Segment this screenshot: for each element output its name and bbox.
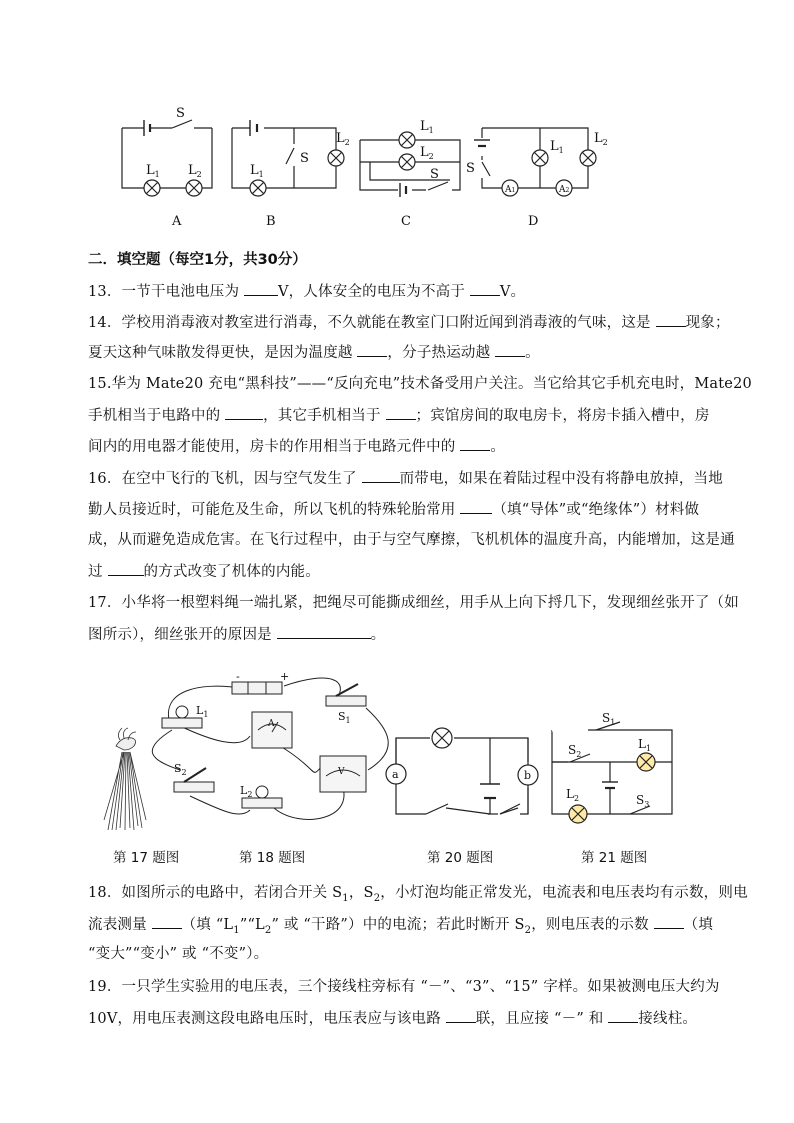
- label-a-l1: $L_1$: [146, 163, 160, 179]
- fig21-circuit: [552, 722, 672, 823]
- caption-fig18: 第 18 题图: [239, 850, 306, 866]
- circuit-b: [232, 118, 344, 196]
- answer-blank[interactable]: [654, 914, 684, 929]
- section-title: 二．填空题（每空1分，共30分）: [88, 252, 307, 268]
- option-d: D: [528, 214, 539, 229]
- label-b-l2: $L_2$: [336, 131, 350, 147]
- question-19-line2: 10V，用电压表测这段电路电压时，电压表应与该电路 联，且应接 “－” 和 接线柱。: [88, 1008, 697, 1029]
- fig21-s1: $S_1$: [602, 711, 616, 727]
- label-c-l2: $L_2$: [420, 145, 434, 161]
- option-b: B: [266, 214, 276, 229]
- question-19-line1: 19．一只学生实验用的电压表，三个接线柱旁标有 “－”、“3”、“15” 字样。如果被测电压大约为: [88, 979, 720, 995]
- label-c-l1: $L_1$: [420, 119, 434, 135]
- label-d-s: S: [466, 161, 475, 176]
- question-13: 13．一节干电池电压为 V，人体安全的电压为不高于 V。: [88, 281, 525, 302]
- answer-blank[interactable]: [244, 281, 278, 296]
- question-18-line3: “变大”“变小” 或 “不变”）。: [88, 946, 269, 962]
- fig18-s2: $S_2$: [174, 762, 187, 777]
- circuit-c: [360, 132, 460, 198]
- option-c: C: [401, 214, 411, 229]
- label-b-l1: $L_1$: [250, 163, 264, 179]
- question-15-line2: 手机相当于电路中的 ，其它手机相当于 ；宾馆房间的取电房卡，将房卡插入槽中，房: [88, 405, 710, 426]
- label-b-s: S: [300, 151, 309, 166]
- fig18-real-circuit: [152, 678, 388, 819]
- label-a-l2: $L_2$: [188, 163, 202, 179]
- fig18-ammeter: A: [268, 719, 275, 729]
- answer-blank[interactable]: [152, 914, 182, 929]
- label-d-a2: A2: [559, 185, 570, 195]
- question-18-line1: 18．如图所示的电路中，若闭合开关 $S_1$，$S_2$，小灯泡均能正常发光，电流表和电压表均有示数，则电: [88, 885, 748, 904]
- question-18-line2: 流表测量 （填 “$L_1”“L_2$” 或 “干路”）中的电流；若此时断开 $S_2$，则电压表的示数 （填: [88, 914, 713, 941]
- label-d-l2: $L_2$: [594, 131, 608, 147]
- answer-blank[interactable]: [460, 499, 492, 514]
- answer-blank[interactable]: [108, 561, 144, 576]
- question-14-line1: 14．学校用消毒液对教室进行消毒，不久就能在教室门口附近闻到消毒液的气味，这是 现象；: [88, 312, 730, 333]
- top-circuit-figure: [110, 100, 630, 235]
- fig20-meter-a: a: [392, 768, 399, 781]
- question-16-line1: 16．在空中飞行的飞机，因与空气发生了 而带电，如果在着陆过程中没有将静电放掉，当地: [88, 468, 723, 489]
- question-15-line1: 15.华为 Mate20 充电“黑科技”——“反向充电”技术备受用户关注。当它给其它手机充电时，Mate20: [88, 376, 752, 392]
- fig18-l1: $L_1$: [196, 704, 209, 719]
- caption-fig21: 第 21 题图: [581, 850, 648, 866]
- fig21-s3: $S_3$: [636, 793, 650, 809]
- fig21-l2: $L_2$: [566, 787, 580, 803]
- question-17-line1: 17．小华将一根塑料绳一端扎紧，把绳尽可能撕成细丝，用手从上向下捋几下，发现细丝张开了（如: [88, 595, 739, 611]
- question-15-line3: 间内的用电器才能使用，房卡的作用相当于电路元件中的 。: [88, 436, 505, 457]
- fig21-s2: $S_2$: [568, 743, 582, 759]
- label-d-l1: $L_1$: [550, 139, 564, 155]
- answer-blank[interactable]: [362, 468, 400, 483]
- answer-blank[interactable]: [495, 342, 525, 357]
- fig20-circuit: [386, 728, 538, 814]
- label-c-s: S: [430, 167, 439, 182]
- fig18-plus: +: [280, 670, 290, 683]
- circuit-a: [122, 120, 212, 196]
- question-14-line2: 夏天这种气味散发得更快，是因为温度越 ，分子热运动越 。: [88, 342, 540, 363]
- answer-blank[interactable]: [460, 436, 490, 451]
- figures-17-21: [100, 660, 690, 840]
- fig18-minus: -: [236, 670, 240, 683]
- answer-blank[interactable]: [446, 1008, 476, 1023]
- answer-blank[interactable]: [470, 281, 500, 296]
- answer-blank[interactable]: [277, 624, 371, 639]
- label-a-s: S: [176, 106, 185, 121]
- question-16-line4: 过 的方式改变了机体的内能。: [88, 561, 320, 582]
- label-d-a1: A1: [505, 185, 516, 195]
- caption-fig17: 第 17 题图: [113, 850, 180, 866]
- answer-blank[interactable]: [386, 405, 416, 420]
- answer-blank[interactable]: [225, 405, 263, 420]
- fig18-s1: $S_1$: [338, 710, 351, 725]
- fig20-meter-b: b: [524, 769, 532, 782]
- option-a: A: [172, 214, 182, 229]
- question-16-line3: 成，从而避免造成危害。在飞行过程中，由于与空气摩擦，飞机机体的温度升高，内能增加，这是通: [88, 532, 735, 548]
- caption-fig20: 第 20 题图: [427, 850, 494, 866]
- answer-blank[interactable]: [608, 1008, 638, 1023]
- question-17-line2: 图所示），细丝张开的原因是 。: [88, 624, 385, 645]
- answer-blank[interactable]: [357, 342, 387, 357]
- fig18-voltmeter: V: [338, 767, 345, 777]
- fig18-l2: $L_2$: [240, 784, 253, 799]
- fig21-l1: $L_1$: [638, 737, 652, 753]
- fig17-plastic-strings: [104, 728, 146, 830]
- question-16-line2: 勤人员接近时，可能危及生命，所以飞机的特殊轮胎常用 （填“导体”或“绝缘体”）材料做: [88, 499, 699, 520]
- circuit-d: [474, 128, 596, 196]
- answer-blank[interactable]: [656, 312, 686, 327]
